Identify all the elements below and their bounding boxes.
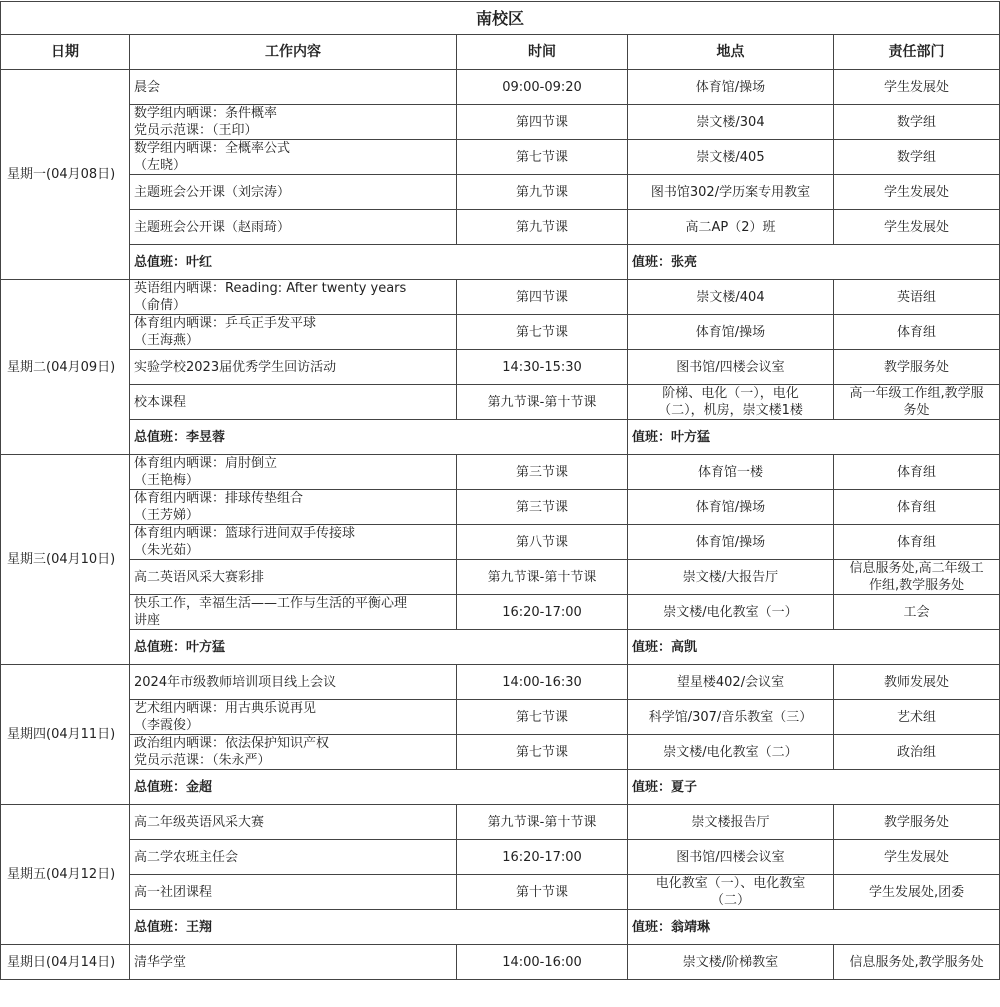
table-row xyxy=(1,875,1000,910)
work-place xyxy=(628,875,834,910)
work-place-line: 崇文楼/304 xyxy=(696,114,765,130)
duty-officer: 值班：叶方猛 xyxy=(628,420,1000,455)
work-place-line: 望星楼402/会议室 xyxy=(676,674,785,690)
header-dept: 责任部门 xyxy=(834,35,1000,70)
work-dept xyxy=(834,805,1000,840)
day-label: 星期一(04月08日) xyxy=(1,70,130,280)
work-content xyxy=(130,70,457,105)
work-place xyxy=(628,455,834,490)
work-content-line: 高二年级英语风采大赛 xyxy=(134,814,265,830)
work-dept-line: 艺术组 xyxy=(897,709,937,725)
work-content xyxy=(130,805,457,840)
work-place xyxy=(628,525,834,560)
work-dept-line: 数学组 xyxy=(897,149,937,165)
work-place-line: 阶梯、电化（一），电化 xyxy=(662,386,799,401)
work-content-line: （李霞俊） xyxy=(134,718,200,733)
schedule-table xyxy=(0,1,1000,980)
work-dept-line: 体育组 xyxy=(897,324,937,340)
work-dept-line: 英语组 xyxy=(897,289,937,305)
work-content-line: （俞倩） xyxy=(134,298,187,313)
table-row xyxy=(1,210,1000,245)
duty-row xyxy=(1,770,1000,805)
work-place-line: 体育馆/操场 xyxy=(695,534,766,550)
chief-duty: 总值班：叶方猛 xyxy=(130,630,628,665)
work-time: 第三节课 xyxy=(457,490,628,525)
campus-title: 南校区 xyxy=(1,2,1000,35)
work-content-line: 2024年市级教师培训项目线上会议 xyxy=(134,674,337,690)
work-place-line: 高二AP（2）班 xyxy=(685,219,776,235)
work-dept xyxy=(834,280,1000,315)
work-time: 第九节课-第十节课 xyxy=(457,560,628,595)
work-dept xyxy=(834,735,1000,770)
chief-duty: 总值班：李昱蓉 xyxy=(130,420,628,455)
work-time: 第七节课 xyxy=(457,315,628,350)
work-place-line: 崇文楼报告厅 xyxy=(691,814,770,830)
duty-officer: 值班：夏子 xyxy=(628,770,1000,805)
work-time: 第九节课 xyxy=(457,210,628,245)
table-row xyxy=(1,70,1000,105)
work-content-line: 体育组内晒课：篮球行进间双手传接球 xyxy=(134,526,356,541)
work-dept xyxy=(834,140,1000,175)
work-place-line: （二），机房，崇文楼1楼 xyxy=(658,403,803,418)
work-content-line: 清华学堂 xyxy=(134,954,187,970)
table-row xyxy=(1,945,1000,980)
work-content-line: 高二学农班主任会 xyxy=(134,849,239,865)
work-dept-line: 学生发展处 xyxy=(884,219,950,235)
work-content-line: 主题班会公开课（刘宗涛） xyxy=(134,184,291,200)
work-place-line: 图书馆/四楼会议室 xyxy=(676,849,785,865)
work-place xyxy=(628,735,834,770)
work-place xyxy=(628,945,834,980)
work-content xyxy=(130,560,457,595)
work-content xyxy=(130,735,457,770)
work-content xyxy=(130,840,457,875)
table-row xyxy=(1,525,1000,560)
work-place xyxy=(628,105,834,140)
work-time: 第十节课 xyxy=(457,875,628,910)
work-place-line: 崇文楼/405 xyxy=(696,149,765,165)
work-time: 14:30-15:30 xyxy=(457,350,628,385)
chief-duty: 总值班：王翔 xyxy=(130,910,628,945)
work-content-line: （王海燕） xyxy=(134,333,200,348)
duty-row xyxy=(1,630,1000,665)
duty-officer: 值班：张亮 xyxy=(628,245,1000,280)
work-content-line: 数学组内晒课：条件概率 xyxy=(134,106,278,121)
table-row xyxy=(1,175,1000,210)
work-content xyxy=(130,385,457,420)
work-dept-line: 政治组 xyxy=(897,744,937,760)
work-dept-line: 教学服务处 xyxy=(884,814,950,830)
work-place-line: 图书馆302/学历案专用教室 xyxy=(650,184,811,200)
work-content xyxy=(130,700,457,735)
work-place xyxy=(628,490,834,525)
work-place-line: 体育馆/操场 xyxy=(695,499,766,515)
header-content: 工作内容 xyxy=(130,35,457,70)
work-dept-line: 学生发展处 xyxy=(884,79,950,95)
work-dept-line: 学生发展处 xyxy=(884,849,950,865)
duty-row xyxy=(1,910,1000,945)
work-content-line: 校本课程 xyxy=(134,394,187,410)
duty-officer: 值班：高凯 xyxy=(628,630,1000,665)
work-place xyxy=(628,700,834,735)
work-content-line: （朱光茹） xyxy=(134,543,200,558)
work-dept-line: 务处 xyxy=(903,403,930,418)
work-content-line: （王芳娣） xyxy=(134,508,200,523)
work-dept xyxy=(834,455,1000,490)
day-label: 星期日(04月14日) xyxy=(1,945,130,980)
day-label: 星期四(04月11日) xyxy=(1,665,130,805)
work-dept-line: 工会 xyxy=(903,604,930,620)
work-content-line: 体育组内晒课：肩肘倒立 xyxy=(134,456,278,471)
work-dept-line: 体育组 xyxy=(897,499,937,515)
work-content xyxy=(130,280,457,315)
work-time: 第七节课 xyxy=(457,735,628,770)
table-row xyxy=(1,700,1000,735)
day-label: 星期三(04月10日) xyxy=(1,455,130,665)
schedule-body xyxy=(1,70,1000,980)
work-place xyxy=(628,140,834,175)
duty-officer: 值班：翁靖琳 xyxy=(628,910,1000,945)
table-row xyxy=(1,805,1000,840)
table-row xyxy=(1,490,1000,525)
work-content xyxy=(130,665,457,700)
work-dept xyxy=(834,385,1000,420)
work-dept xyxy=(834,560,1000,595)
table-row xyxy=(1,105,1000,140)
work-content xyxy=(130,945,457,980)
work-dept xyxy=(834,945,1000,980)
work-content-line: 高二英语风采大赛彩排 xyxy=(134,569,265,585)
work-dept-line: 信息服务处,高二年级工 xyxy=(849,561,984,576)
day-label: 星期二(04月09日) xyxy=(1,280,130,455)
work-content-line: 艺术组内晒课：用古典乐说再见 xyxy=(134,701,317,716)
table-row xyxy=(1,140,1000,175)
work-dept-line: 高一年级工作组,教学服 xyxy=(849,386,984,401)
work-content-line: 英语组内晒课：Reading: After twenty years xyxy=(134,281,407,296)
work-dept-line: 体育组 xyxy=(897,534,937,550)
work-dept xyxy=(834,840,1000,875)
table-row xyxy=(1,385,1000,420)
work-content-line: 党员示范课：（朱永严） xyxy=(134,753,271,768)
work-place xyxy=(628,560,834,595)
work-place-line: 电化教室（一）、电化教室 xyxy=(655,876,806,891)
work-content-line: 体育组内晒课：乒乓正手发平球 xyxy=(134,316,317,331)
table-row xyxy=(1,560,1000,595)
table-row xyxy=(1,735,1000,770)
table-row xyxy=(1,595,1000,630)
chief-duty: 总值班：叶红 xyxy=(130,245,628,280)
work-place xyxy=(628,595,834,630)
work-content-line: 体育组内晒课：排球传垫组合 xyxy=(134,491,304,506)
work-place xyxy=(628,385,834,420)
work-content xyxy=(130,105,457,140)
work-place xyxy=(628,665,834,700)
work-time: 14:00-16:00 xyxy=(457,945,628,980)
work-time: 第七节课 xyxy=(457,140,628,175)
work-dept xyxy=(834,665,1000,700)
work-time: 第九节课 xyxy=(457,175,628,210)
work-content xyxy=(130,875,457,910)
work-place-line: 科学馆/307/音乐教室（三） xyxy=(648,709,813,725)
table-row xyxy=(1,280,1000,315)
work-content xyxy=(130,140,457,175)
work-place xyxy=(628,210,834,245)
work-place xyxy=(628,805,834,840)
work-content-line: （王艳梅） xyxy=(134,473,200,488)
table-row xyxy=(1,315,1000,350)
work-dept-line: 数学组 xyxy=(897,114,937,130)
work-place-line: 体育馆/操场 xyxy=(695,324,766,340)
work-time: 第八节课 xyxy=(457,525,628,560)
table-row xyxy=(1,350,1000,385)
work-content xyxy=(130,455,457,490)
work-content-line: （左晓） xyxy=(134,158,187,173)
work-content-line: 主题班会公开课（赵雨琦） xyxy=(134,219,291,235)
chief-duty: 总值班：金超 xyxy=(130,770,628,805)
work-place-line: 体育馆/操场 xyxy=(695,79,766,95)
header-place: 地点 xyxy=(628,35,834,70)
work-dept xyxy=(834,490,1000,525)
work-time: 16:20-17:00 xyxy=(457,595,628,630)
work-dept xyxy=(834,210,1000,245)
work-time: 第四节课 xyxy=(457,105,628,140)
work-dept xyxy=(834,70,1000,105)
work-place-line: 崇文楼/电化教室（一） xyxy=(663,604,798,620)
work-place xyxy=(628,350,834,385)
work-time: 第四节课 xyxy=(457,280,628,315)
work-dept xyxy=(834,350,1000,385)
work-content-line: 晨会 xyxy=(134,79,161,95)
work-dept xyxy=(834,105,1000,140)
work-place-line: 崇文楼/404 xyxy=(696,289,765,305)
header-time: 时间 xyxy=(457,35,628,70)
work-time: 16:20-17:00 xyxy=(457,840,628,875)
work-dept-line: 学生发展处 xyxy=(884,184,950,200)
work-dept-line: 信息服务处,教学服务处 xyxy=(849,954,984,970)
work-place xyxy=(628,70,834,105)
work-content xyxy=(130,350,457,385)
work-content xyxy=(130,175,457,210)
work-content xyxy=(130,210,457,245)
work-content xyxy=(130,315,457,350)
work-content xyxy=(130,595,457,630)
work-place xyxy=(628,315,834,350)
work-place-line: 体育馆一楼 xyxy=(697,464,763,480)
work-dept xyxy=(834,595,1000,630)
work-place-line: 崇文楼/阶梯教室 xyxy=(682,954,779,970)
work-content-line: 数学组内晒课：全概率公式 xyxy=(134,141,291,156)
work-dept-line: 体育组 xyxy=(897,464,937,480)
work-dept xyxy=(834,700,1000,735)
work-content-line: 高一社团课程 xyxy=(134,884,213,900)
table-row xyxy=(1,665,1000,700)
duty-row xyxy=(1,245,1000,280)
work-place-line: 崇文楼/大报告厅 xyxy=(682,569,779,585)
header-date: 日期 xyxy=(1,35,130,70)
work-dept-line: 学生发展处,团委 xyxy=(868,884,965,900)
work-place-line: 崇文楼/电化教室（二） xyxy=(663,744,798,760)
work-time: 第七节课 xyxy=(457,700,628,735)
day-label: 星期五(04月12日) xyxy=(1,805,130,945)
work-content-line: 政治组内晒课：依法保护知识产权 xyxy=(134,736,330,751)
work-content-line: 实验学校2023届优秀学生回访活动 xyxy=(134,359,337,375)
work-time: 第九节课-第十节课 xyxy=(457,805,628,840)
work-place-line: 图书馆/四楼会议室 xyxy=(676,359,785,375)
work-place xyxy=(628,175,834,210)
duty-row xyxy=(1,420,1000,455)
work-dept xyxy=(834,875,1000,910)
work-place xyxy=(628,280,834,315)
work-place xyxy=(628,840,834,875)
work-dept-line: 教学服务处 xyxy=(884,359,950,375)
work-dept xyxy=(834,315,1000,350)
work-dept xyxy=(834,525,1000,560)
work-content xyxy=(130,525,457,560)
work-content-line: 党员示范课：（王印） xyxy=(134,123,258,138)
work-dept-line: 作组,教学服务处 xyxy=(868,578,965,593)
table-row xyxy=(1,455,1000,490)
work-time: 09:00-09:20 xyxy=(457,70,628,105)
work-content xyxy=(130,490,457,525)
work-time: 第九节课-第十节课 xyxy=(457,385,628,420)
work-content-line: 快乐工作，幸福生活——工作与生活的平衡心理 xyxy=(134,596,408,611)
work-time: 第三节课 xyxy=(457,455,628,490)
work-content-line: 讲座 xyxy=(134,613,161,628)
work-place-line: （二） xyxy=(710,893,750,908)
table-row xyxy=(1,840,1000,875)
work-time: 14:00-16:30 xyxy=(457,665,628,700)
work-dept-line: 教师发展处 xyxy=(884,674,950,690)
work-dept xyxy=(834,175,1000,210)
